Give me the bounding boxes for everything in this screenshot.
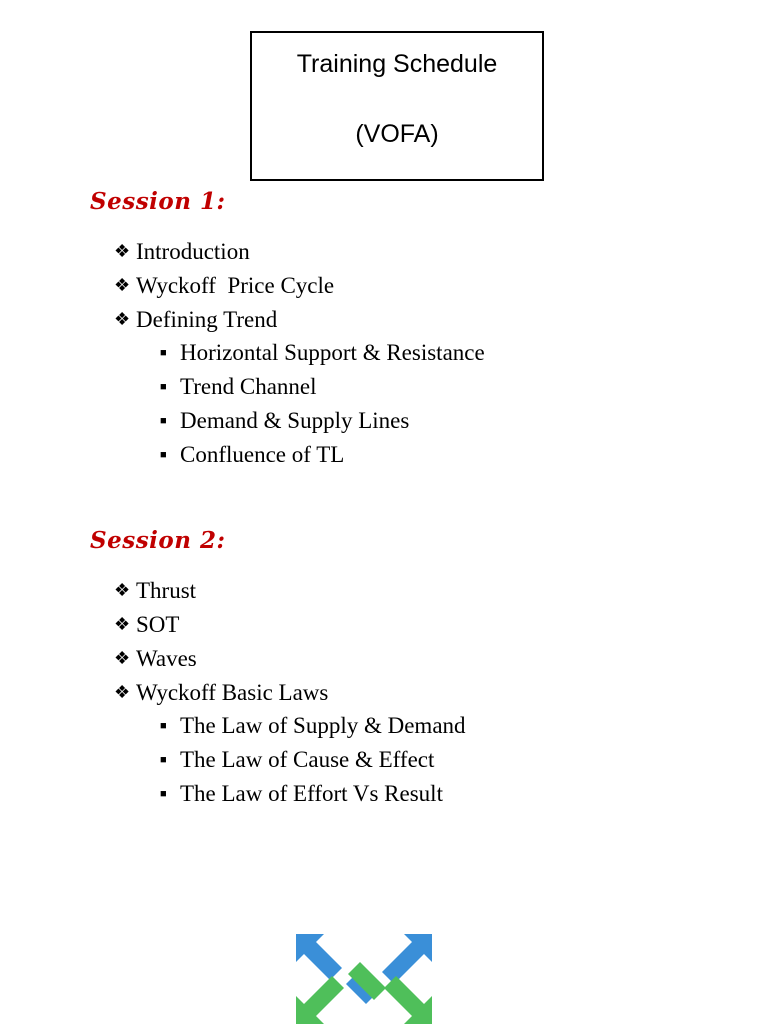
square-bullet-icon: ■ (160, 788, 167, 800)
diamond-bullet-icon: ❖ (114, 275, 131, 295)
diamond-bullet-icon: ❖ (114, 241, 131, 261)
square-bullet-icon: ■ (160, 381, 167, 393)
square-bullet-icon: ■ (160, 449, 167, 461)
vofa-logo-icon (296, 934, 432, 1024)
list-item: ❖ Wyckoff Basic Laws (114, 680, 329, 705)
diamond-bullet-icon: ❖ (114, 580, 131, 600)
title-line-2: (VOFA) (355, 120, 439, 148)
diamond-bullet-icon: ❖ (114, 309, 131, 329)
title-box (250, 31, 544, 181)
sub-list-item: ■ Confluence of TL (160, 442, 345, 467)
session-1-heading: Session 1: (90, 188, 226, 215)
diamond-bullet-icon: ❖ (114, 648, 131, 668)
square-bullet-icon: ■ (160, 720, 167, 732)
square-bullet-icon: ■ (160, 754, 167, 766)
session-2-heading: Session 2: (90, 527, 226, 554)
list-item: ❖ Wyckoff Price Cycle (114, 273, 335, 298)
title-line-1: Training Schedule (296, 50, 498, 78)
list-item: ❖ Waves (114, 646, 197, 671)
list-item: ❖ Thrust (114, 578, 197, 603)
list-item: ❖ Introduction (114, 239, 250, 264)
list-item: ❖ Defining Trend (114, 307, 278, 332)
square-bullet-icon: ■ (160, 347, 167, 359)
square-bullet-icon: ■ (160, 415, 167, 427)
sub-list-item: ■ Horizontal Support & Resistance (160, 340, 485, 365)
sub-list-item: ■ Demand & Supply Lines (160, 408, 410, 433)
sub-list-item: ■ The Law of Supply & Demand (160, 713, 466, 738)
diamond-bullet-icon: ❖ (114, 682, 131, 702)
diamond-bullet-icon: ❖ (114, 614, 131, 634)
sub-list-item: ■ Trend Channel (160, 374, 317, 399)
sub-list-item: ■ The Law of Effort Vs Result (160, 781, 443, 806)
sub-list-item: ■ The Law of Cause & Effect (160, 747, 435, 772)
list-item: ❖ SOT (114, 612, 180, 637)
